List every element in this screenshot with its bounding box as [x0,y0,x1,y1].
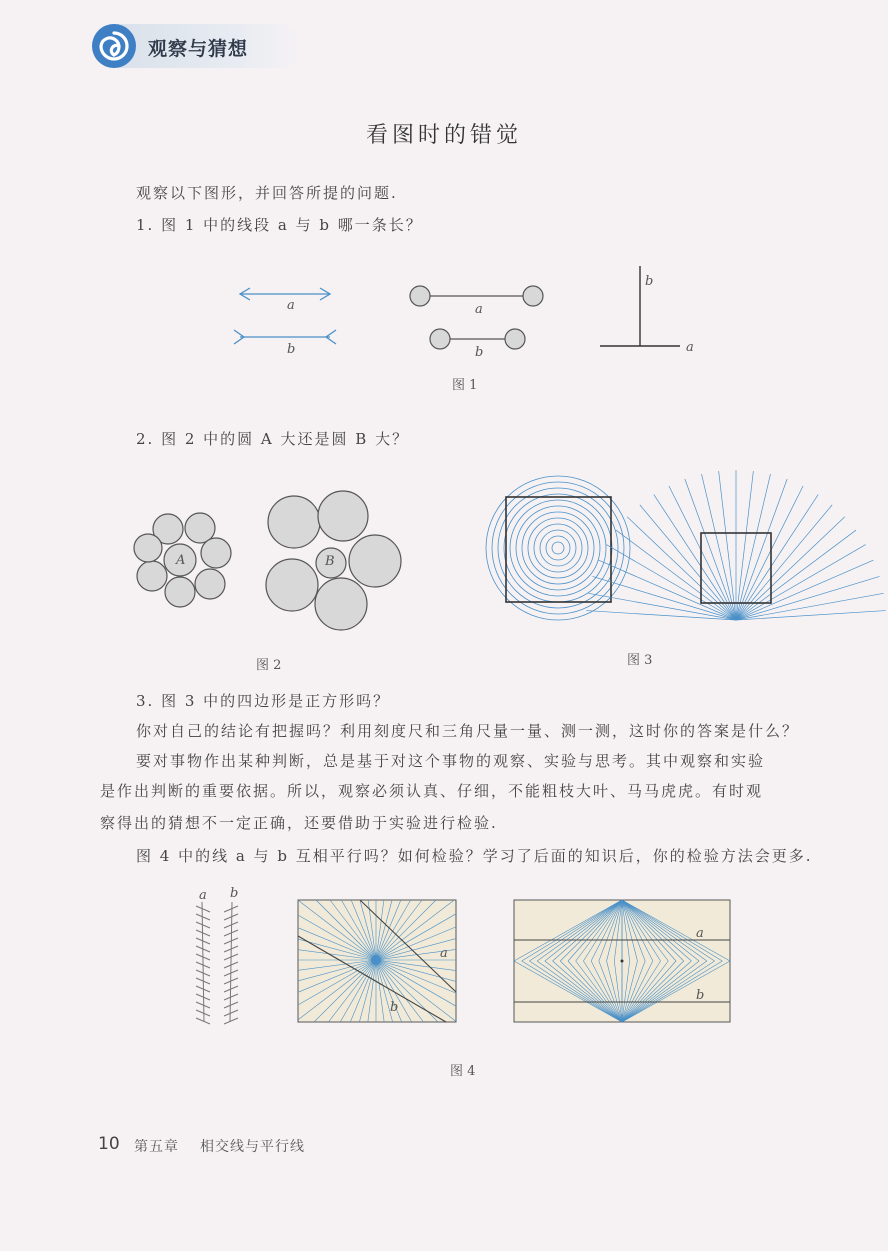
figure-2 [120,486,420,626]
figure-2-caption: 图 2 [256,658,282,673]
circle-A-label: A [176,553,186,568]
fig4-label-b2: b [390,1000,399,1015]
paragraph-1: 你对自己的结论有把握吗？利用刻度尺和三角尺量一量、测一测，这时你的答案是什么？ [136,722,800,740]
question-2: 2. 图 2 中的圆 A 大还是圆 B 大？ [136,430,410,448]
intro-text: 观察以下图形，并回答所提的问题. [136,184,398,202]
swirl-icon [92,24,136,68]
paragraph-3: 图 4 中的线 a 与 b 互相平行吗？如何检验？学习了后面的知识后，你的检验方法会更多. [136,847,813,865]
fig1-label-b3: b [645,274,654,289]
chapter-title: 相交线与平行线 [200,1139,305,1155]
fig4-label-a3: a [696,926,704,941]
fig1-label-b2: b [475,345,484,360]
chapter-label: 第五章 [134,1139,179,1155]
fig1-label-a: a [287,298,295,313]
page-number: 10 [98,1134,120,1154]
circle-B-label: B [325,554,335,569]
figure-1-caption: 图 1 [452,378,478,393]
question-3: 3. 图 3 中的四边形是正方形吗？ [136,692,391,710]
page-title: 看图时的错觉 [365,123,522,148]
fig1-label-b: b [287,342,296,357]
figure-4 [190,884,750,1034]
fig4-label-a: a [199,888,207,903]
figure-3 [482,470,842,630]
figure-4-caption: 图 4 [450,1064,476,1079]
figure-3-caption: 图 3 [627,653,653,668]
fig4-label-b: b [230,886,239,901]
paragraph-2-line-1: 要对事物作出某种判断，总是基于对这个事物的观察、实验与思考。其中观察和实验 [136,752,766,770]
paragraph-2-line-3: 察得出的猜想不一定正确，还要借助于实验进行检验. [100,814,498,832]
fig4-label-b3: b [696,988,705,1003]
fig4-label-a2: a [440,946,448,961]
section-header [92,24,302,68]
paragraph-2-line-2: 是作出判断的重要依据。所以，观察必须认真、仔细，不能粗枝大叶、马马虎虎。有时观 [100,782,764,800]
fig1-label-a2: a [475,302,483,317]
section-label: 观察与猜想 [148,38,249,60]
figure-1 [0,262,888,382]
fig1-label-a3: a [686,340,694,355]
question-1: 1. 图 1 中的线段 a 与 b 哪一条长？ [136,216,423,234]
